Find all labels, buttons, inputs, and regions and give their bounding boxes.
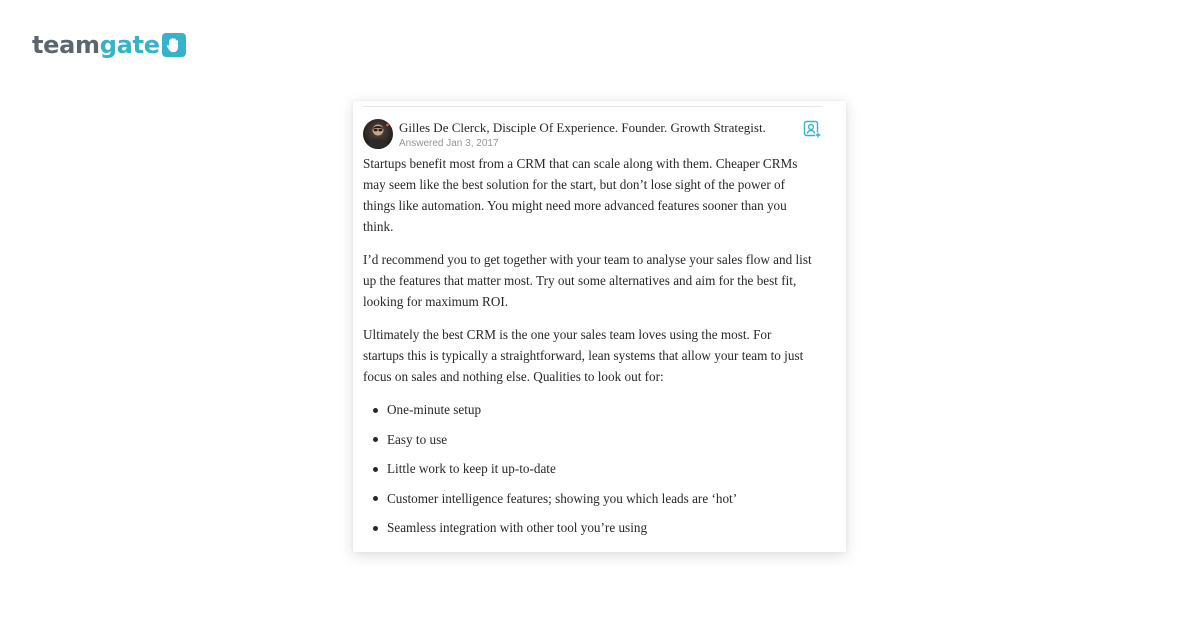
- answer-body: [363, 153, 813, 547]
- logo-text-team: team: [32, 31, 100, 59]
- top-divider: [363, 106, 822, 107]
- teamgate-logo[interactable]: [32, 30, 186, 60]
- list-item: Seamless integration with other tool you’re using: [387, 517, 813, 538]
- answered-date[interactable]: Answered Jan 3, 2017: [399, 138, 499, 149]
- answer-card: [353, 101, 846, 552]
- answer-paragraph: Startups benefit most from a CRM that can scale along with them. Cheaper CRMs may seem like the best solution for the start, but don’t lose sight of the power of things like automation. You might need more advanced features sooner than you think.: [363, 156, 798, 234]
- logo-text-gate: gate: [99, 31, 160, 59]
- hand-icon: [162, 33, 186, 57]
- list-item: Customer intelligence features; showing you which leads are ‘hot’: [387, 488, 813, 509]
- answer-paragraph: Ultimately the best CRM is the one your sales team loves using the most. For startups this is typically a straightforward, lean systems that allow your team to just focus on sales and nothing else. Qualities to look out for:: [363, 327, 804, 384]
- list-item: Easy to use: [387, 429, 813, 450]
- list-item: One-minute setup: [387, 399, 813, 420]
- author-credential[interactable]: Gilles De Clerck, Disciple Of Experience. Founder. Growth Strategist.: [399, 120, 766, 135]
- answer-paragraph: I’d recommend you to get together with your team to analyse your sales flow and list up the features that matter most. Try out some alternatives and aim for the best fit, looking for maximum ROI.: [363, 252, 812, 309]
- list-item: Little work to keep it up-to-date: [387, 458, 813, 479]
- add-user-icon[interactable]: [803, 120, 821, 138]
- qualities-list: [363, 399, 813, 538]
- avatar[interactable]: [363, 119, 393, 149]
